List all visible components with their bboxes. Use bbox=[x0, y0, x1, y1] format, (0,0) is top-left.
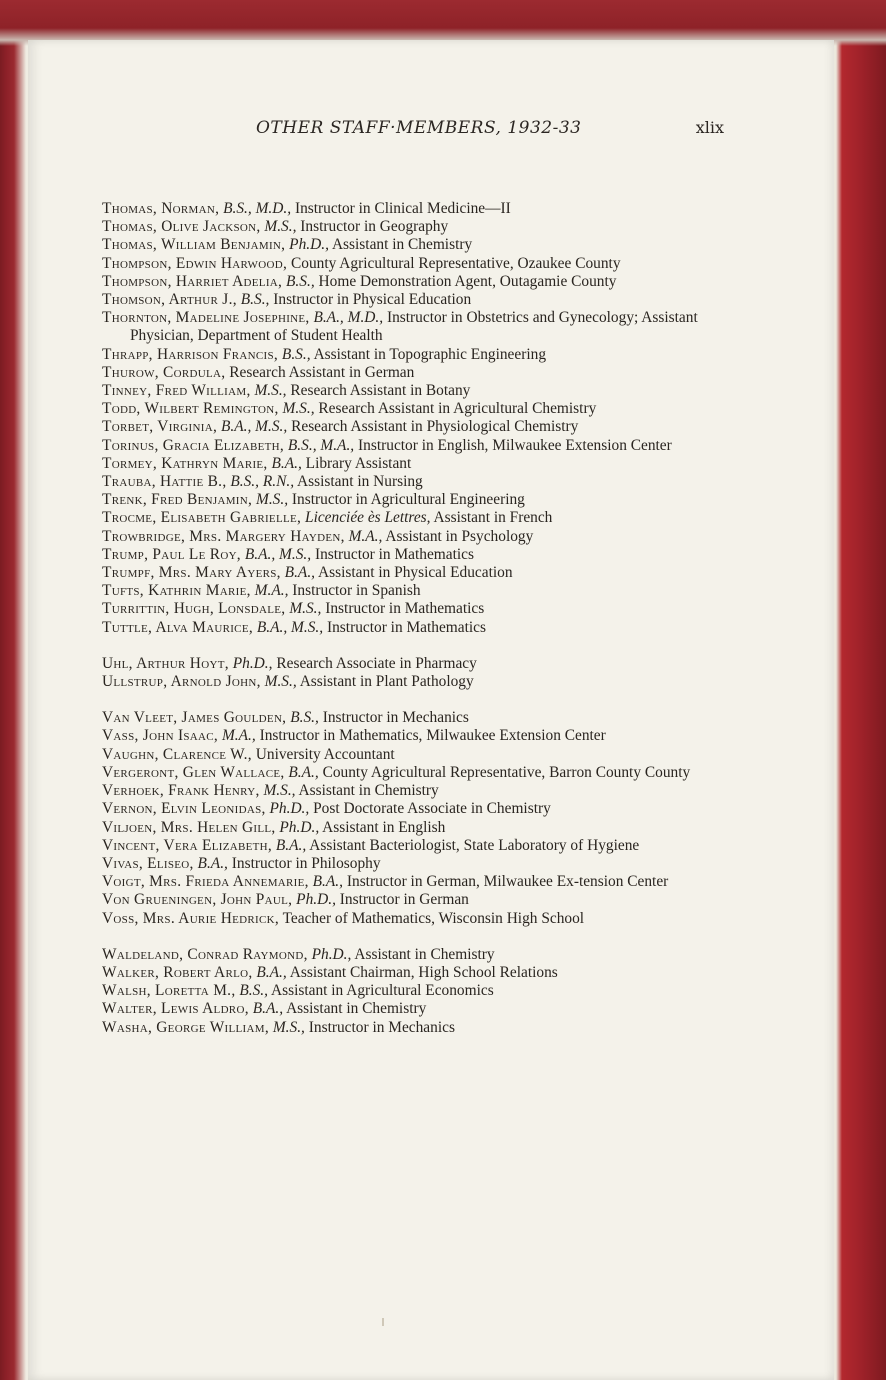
staff-degree: B.S., bbox=[286, 272, 315, 290]
staff-degree: B.S., bbox=[239, 982, 268, 1000]
staff-name: Thurow, Cordula, bbox=[102, 363, 226, 381]
staff-entry bbox=[102, 291, 718, 309]
staff-degree: B.A., bbox=[284, 564, 316, 582]
staff-entry bbox=[102, 364, 718, 382]
staff-degree: B.S., bbox=[290, 709, 319, 727]
staff-entry bbox=[102, 273, 718, 291]
staff-degree: B.S., M.A., bbox=[287, 436, 355, 454]
staff-name: Voigt, Mrs. Frieda Annemarie, bbox=[102, 873, 309, 891]
staff-title: Instructor in Mathematics bbox=[325, 600, 485, 618]
staff-entry bbox=[102, 200, 718, 218]
staff-name: Todd, Wilbert Remington, bbox=[102, 400, 279, 418]
staff-name: Trowbridge, Mrs. Margery Hayden, bbox=[102, 527, 345, 545]
staff-name: Thomas, Olive Jackson, bbox=[102, 218, 261, 236]
staff-degree: Ph.D., bbox=[269, 800, 310, 818]
staff-title: Research Assistant in Physiological Chemistry bbox=[291, 418, 579, 436]
staff-title: Assistant in Chemistry bbox=[298, 782, 439, 800]
staff-entry bbox=[102, 418, 718, 436]
staff-entry bbox=[102, 782, 718, 800]
staff-title: Research Assistant in Agricultural Chemistry bbox=[318, 400, 597, 418]
staff-name: Viljoen, Mrs. Helen Gill, bbox=[102, 818, 276, 836]
staff-entry bbox=[102, 491, 718, 509]
staff-degree: M.S., bbox=[282, 400, 315, 418]
staff-degree: B.A., M.S., bbox=[244, 545, 312, 563]
staff-entry bbox=[102, 982, 718, 1000]
staff-title: Instructor in Mathematics bbox=[314, 545, 474, 563]
staff-title: Home Demonstration Agent, Outagamie County bbox=[318, 272, 617, 290]
staff-entry bbox=[102, 964, 718, 982]
staff-title: Library Assistant bbox=[305, 454, 412, 472]
staff-title: Instructor in Physical Education bbox=[273, 291, 472, 309]
staff-entry bbox=[102, 455, 718, 473]
staff-name: Walter, Lewis Aldro, bbox=[102, 1000, 249, 1018]
staff-title: Research Assistant in Botany bbox=[290, 382, 471, 400]
staff-entry bbox=[102, 509, 718, 527]
staff-degree: B.A., bbox=[312, 873, 344, 891]
section-gap bbox=[102, 637, 718, 655]
staff-entry bbox=[102, 1000, 718, 1018]
staff-degree: B.A., M.D., bbox=[313, 309, 384, 327]
staff-name: Tormey, Kathryn Marie, bbox=[102, 454, 268, 472]
staff-title: Assistant in Physical Education bbox=[318, 564, 513, 582]
staff-entry bbox=[102, 819, 718, 837]
staff-name: Voss, Mrs. Aurie Hedrick, bbox=[102, 909, 280, 927]
staff-title: Assistant in Psychology bbox=[385, 527, 534, 545]
staff-name: Vernon, Elvin Leonidas, bbox=[102, 800, 266, 818]
staff-degree: M.S., bbox=[289, 600, 322, 618]
staff-degree: M.S., bbox=[263, 782, 296, 800]
staff-entry bbox=[102, 764, 718, 782]
staff-degree: B.A., bbox=[197, 854, 228, 872]
staff-degree: Ph.D., bbox=[232, 654, 273, 672]
staff-degree: B.S., M.D., bbox=[223, 200, 292, 217]
staff-entry bbox=[102, 255, 718, 273]
staff-degree: Ph.D., bbox=[296, 891, 336, 909]
staff-degree: Ph.D., bbox=[289, 236, 329, 254]
staff-name: Thornton, Madeline Josephine, bbox=[102, 309, 310, 327]
staff-degree: B.A., bbox=[256, 963, 287, 981]
staff-title: Instructor in Obstetrics and Gynecology; Assistant Physician, Department of Student Health bbox=[130, 309, 698, 345]
staff-name: Trumpf, Mrs. Mary Ayers, bbox=[102, 564, 281, 582]
running-title: OTHER STAFF·MEMBERS, 1932-33 bbox=[256, 118, 582, 138]
staff-entry bbox=[102, 727, 718, 745]
staff-title: Assistant in Agricultural Economics bbox=[270, 982, 494, 1000]
staff-title: Assistant in Chemistry bbox=[354, 945, 495, 963]
staff-entry bbox=[102, 600, 718, 618]
staff-degree: M.S., bbox=[254, 382, 287, 400]
staff-title: Assistant in English bbox=[322, 818, 446, 836]
staff-entry bbox=[102, 400, 718, 418]
staff-directory-list bbox=[102, 200, 718, 1037]
staff-name: Tuttle, Alva Maurice, bbox=[102, 618, 253, 636]
staff-entry bbox=[102, 218, 718, 236]
staff-entry bbox=[102, 946, 718, 964]
staff-title: University Accountant bbox=[255, 745, 395, 763]
staff-degree: B.A., M.S., bbox=[220, 418, 288, 436]
staff-degree: M.S., bbox=[256, 491, 289, 509]
staff-degree: M.A., bbox=[348, 527, 383, 545]
staff-title: Instructor in Mathematics bbox=[326, 618, 486, 636]
staff-title: Instructor in German bbox=[339, 891, 469, 909]
staff-name: Tinney, Fred William, bbox=[102, 382, 251, 400]
staff-degree: B.S., bbox=[240, 291, 270, 309]
staff-title: Assistant in French bbox=[433, 509, 553, 527]
staff-name: Thomas, Norman, bbox=[102, 200, 220, 217]
staff-entry bbox=[102, 655, 718, 673]
staff-name: Trenk, Fred Benjamin, bbox=[102, 491, 253, 509]
staff-entry bbox=[102, 564, 718, 582]
staff-title: Instructor in Spanish bbox=[292, 582, 421, 600]
staff-degree: B.A., bbox=[271, 454, 302, 472]
staff-name: Walker, Robert Arlo, bbox=[102, 963, 253, 981]
staff-degree: M.S., bbox=[272, 1018, 305, 1036]
staff-entry bbox=[102, 746, 718, 764]
staff-entry bbox=[102, 910, 718, 928]
section-gap bbox=[102, 928, 718, 946]
staff-title: Instructor in Agricultural Engineering bbox=[291, 491, 525, 509]
staff-title: County Agricultural Representative, Barron County County bbox=[322, 763, 691, 781]
staff-entry bbox=[102, 382, 718, 400]
gutter-mark bbox=[382, 1318, 384, 1326]
staff-title: Assistant in Plant Pathology bbox=[299, 673, 474, 691]
staff-entry bbox=[102, 546, 718, 564]
staff-degree: M.S., bbox=[264, 218, 297, 236]
staff-name: Torbet, Virginia, bbox=[102, 418, 218, 436]
staff-entry bbox=[102, 837, 718, 855]
staff-title: Research Assistant in German bbox=[229, 363, 415, 381]
staff-name: Verhoek, Frank Henry, bbox=[102, 782, 260, 800]
page-number: xlix bbox=[695, 118, 724, 137]
staff-title: Instructor in Philosophy bbox=[231, 854, 381, 872]
staff-name: Trocme, Elisabeth Gabrielle, bbox=[102, 509, 302, 527]
staff-degree: M.A., bbox=[221, 727, 256, 745]
staff-degree: Ph.D., bbox=[279, 818, 320, 836]
staff-entry bbox=[102, 437, 718, 455]
staff-name: Vergeront, Glen Wallace, bbox=[102, 763, 285, 781]
staff-name: Vass, John Isaac, bbox=[102, 727, 219, 745]
staff-title: Assistant Bacteriologist, State Laboratory of Hygiene bbox=[309, 836, 640, 854]
staff-degree: M.A., bbox=[254, 582, 289, 600]
staff-entry bbox=[102, 1019, 718, 1037]
staff-title: Research Associate in Pharmacy bbox=[276, 654, 477, 672]
staff-entry bbox=[102, 346, 718, 364]
staff-name: Vincent, Vera Elizabeth, bbox=[102, 836, 273, 854]
staff-entry bbox=[102, 582, 718, 600]
page-header bbox=[230, 118, 724, 146]
staff-title: Instructor in Geography bbox=[300, 218, 449, 236]
section-gap bbox=[102, 691, 718, 709]
staff-title: Instructor in German, Milwaukee Ex-tension Center bbox=[346, 873, 669, 891]
staff-entry bbox=[102, 891, 718, 909]
staff-name: Torinus, Gracia Elizabeth, bbox=[102, 436, 285, 454]
staff-entry bbox=[102, 855, 718, 873]
staff-name: Thomson, Arthur J., bbox=[102, 291, 237, 309]
staff-degree: Ph.D., bbox=[311, 945, 352, 963]
staff-degree: B.A., bbox=[252, 1000, 284, 1018]
staff-name: Uhl, Arthur Hoyt, bbox=[102, 654, 229, 672]
staff-name: Waldeland, Conrad Raymond, bbox=[102, 945, 308, 963]
staff-name: Vaughn, Clarence W., bbox=[102, 745, 252, 763]
staff-name: Trump, Paul Le Roy, bbox=[102, 545, 241, 563]
staff-title: Teacher of Mathematics, Wisconsin High School bbox=[282, 909, 585, 927]
staff-degree: Licenciée ès Lettres, bbox=[305, 509, 431, 527]
staff-title: Assistant in Nursing bbox=[297, 473, 423, 491]
staff-title: Assistant Chairman, High School Relations bbox=[289, 963, 558, 981]
staff-degree: B.S., bbox=[281, 345, 311, 363]
staff-title: Assistant in Chemistry bbox=[331, 236, 473, 254]
staff-name: Thrapp, Harrison Francis, bbox=[102, 345, 279, 363]
staff-name: Turrittin, Hugh, Lonsdale, bbox=[102, 600, 286, 618]
staff-entry bbox=[102, 800, 718, 818]
staff-entry bbox=[102, 528, 718, 546]
staff-entry bbox=[102, 236, 718, 254]
staff-degree: B.A., M.S., bbox=[256, 618, 324, 636]
staff-title: County Agricultural Representative, Ozaukee County bbox=[290, 254, 621, 272]
staff-name: Thompson, Harriet Adelia, bbox=[102, 272, 283, 290]
staff-degree: B.A., bbox=[275, 836, 307, 854]
staff-entry bbox=[102, 619, 718, 637]
staff-entry bbox=[102, 673, 718, 691]
staff-name: Thomas, William Benjamin, bbox=[102, 236, 286, 254]
staff-name: Thompson, Edwin Harwood, bbox=[102, 254, 288, 272]
staff-name: Van Vleet, James Goulden, bbox=[102, 709, 287, 727]
staff-name: Von Grueningen, John Paul, bbox=[102, 891, 293, 909]
staff-entry bbox=[102, 709, 718, 727]
staff-entry bbox=[102, 873, 718, 891]
staff-title: Instructor in English, Milwaukee Extension Center bbox=[358, 436, 672, 454]
staff-name: Trauba, Hattie B., bbox=[102, 473, 227, 491]
staff-title: Assistant in Chemistry bbox=[286, 1000, 427, 1018]
staff-entry bbox=[102, 473, 718, 491]
staff-title: Instructor in Mathematics, Milwaukee Extension Center bbox=[259, 727, 606, 745]
staff-entry bbox=[102, 309, 718, 345]
staff-name: Tufts, Kathrin Marie, bbox=[102, 582, 251, 600]
staff-title: Instructor in Mechanics bbox=[322, 709, 469, 727]
staff-name: Vivas, Eliseo, bbox=[102, 854, 194, 872]
staff-degree: M.S., bbox=[264, 673, 297, 691]
staff-title: Post Doctorate Associate in Chemistry bbox=[313, 800, 551, 818]
staff-degree: B.A., bbox=[288, 763, 319, 781]
staff-name: Ullstrup, Arnold John, bbox=[102, 673, 261, 691]
staff-title: Assistant in Topographic Engineering bbox=[313, 345, 547, 363]
staff-degree: B.S., R.N., bbox=[230, 473, 295, 491]
staff-name: Washa, George William, bbox=[102, 1018, 269, 1036]
staff-title: Instructor in Mechanics bbox=[308, 1018, 455, 1036]
staff-title: Instructor in Clinical Medicine—II bbox=[294, 200, 511, 217]
staff-name: Walsh, Loretta M., bbox=[102, 982, 236, 1000]
